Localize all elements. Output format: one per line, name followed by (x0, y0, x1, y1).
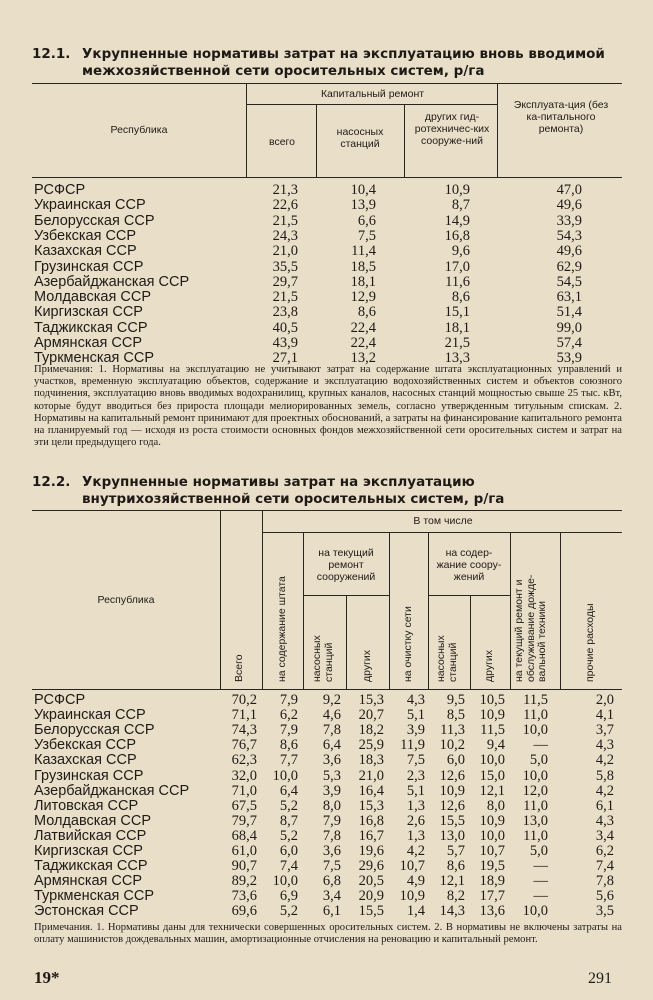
republic-name: Азербайджанская ССР (34, 782, 190, 799)
table2-vline (389, 533, 390, 689)
table-row (0, 321, 653, 336)
table-cell: 16,8 (358, 812, 384, 829)
table-cell: 25,9 (358, 737, 384, 754)
republic-name: Эстонская ССР (34, 903, 139, 920)
table-cell: 9,5 (446, 692, 465, 708)
table2-header-republic: Республика (97, 594, 155, 606)
table-row (0, 275, 653, 290)
table-cell: 18,3 (358, 752, 384, 769)
table1-vline (497, 84, 498, 177)
table-cell: — (533, 737, 548, 754)
table-cell: 71,1 (231, 707, 257, 724)
table-cell: 8,6 (357, 304, 376, 321)
table-cell: 13,0 (439, 827, 465, 844)
table-cell: 11,6 (445, 273, 470, 290)
table-cell: 62,3 (231, 752, 257, 769)
table1-vline (246, 84, 247, 177)
table2-subheader-rule (262, 532, 622, 533)
table-cell: 11,4 (351, 243, 376, 260)
table-cell: 62,9 (556, 258, 582, 275)
table-cell: 6,1 (595, 797, 614, 814)
table-cell: 15,5 (439, 812, 465, 829)
table-cell: 89,2 (231, 873, 257, 890)
table-cell: 68,4 (231, 827, 257, 844)
table-cell: 8,5 (446, 707, 465, 724)
table-cell: 19,5 (479, 858, 505, 875)
table-cell: 7,4 (595, 858, 614, 875)
table-cell: 16,4 (358, 782, 384, 799)
table-cell: 10,0 (479, 752, 505, 769)
table-cell: 3,9 (322, 782, 341, 799)
table-cell: 12,6 (439, 767, 465, 784)
table-cell: 20,9 (358, 888, 384, 905)
table2-header-misc: прочие расходы (584, 603, 596, 682)
table-cell: — (533, 873, 548, 890)
table-row (0, 889, 653, 904)
republic-name: Таджикская ССР (34, 319, 148, 336)
table-row (0, 738, 653, 753)
table-cell: 20,5 (358, 873, 384, 890)
table-row (0, 844, 653, 859)
table2-header-including: В том числе (413, 515, 473, 527)
table2-vline (303, 533, 304, 689)
table-cell: 10,0 (522, 903, 548, 920)
table-cell: 11,9 (400, 737, 425, 754)
table-cell: 12,0 (522, 782, 548, 799)
table-cell: 5,2 (279, 827, 298, 844)
table-cell: 7,7 (279, 752, 298, 769)
table-cell: 19,6 (358, 843, 384, 859)
table1-vline (404, 105, 405, 177)
table-cell: 5,6 (595, 888, 614, 905)
table-cell: 11,5 (480, 722, 505, 739)
table-cell: 18,9 (479, 873, 505, 890)
table-cell: 3,4 (595, 827, 614, 844)
table2-subheader-rule (428, 595, 510, 596)
table2-header-maintenance: на содер-жание соору-жений (436, 547, 502, 583)
republic-name: РСФСР (34, 692, 86, 708)
table-cell: 1,3 (406, 827, 425, 844)
table-cell: 16,7 (358, 827, 384, 844)
table-cell: 21,0 (272, 243, 298, 260)
table-row (0, 214, 653, 229)
table1-header-capital-repair: Капитальный ремонт (320, 88, 425, 100)
republic-name: Грузинская ССР (34, 767, 144, 784)
table-cell: 54,3 (556, 227, 582, 244)
table-cell: 32,0 (231, 767, 257, 784)
table-cell: 10,0 (479, 827, 505, 844)
section1-number: 12.1. (32, 46, 71, 62)
table-cell: 6,4 (322, 737, 341, 754)
table1-vline (316, 105, 317, 177)
table-cell: 71,0 (231, 782, 257, 799)
republic-name: Туркменская ССР (34, 350, 155, 367)
table-cell: 7,4 (279, 858, 298, 875)
table-cell: 8,7 (279, 812, 298, 829)
table-cell: 14,9 (444, 212, 470, 229)
table2-header-cleaning: на очистку сети (402, 606, 414, 682)
republic-name: Латвийская ССР (34, 827, 147, 844)
table-cell: 27,1 (272, 350, 298, 367)
table-cell: 6,8 (322, 873, 341, 890)
table-cell: 21,5 (272, 289, 298, 306)
table-cell: 12,6 (439, 797, 465, 814)
table-cell: 7,8 (322, 827, 341, 844)
section1-title-line2: межхозяйственной сети оросительных систем, р/га (82, 63, 485, 79)
table2-header-rule (32, 689, 622, 690)
table-row (0, 305, 653, 320)
republic-name: Молдавская ССР (34, 289, 151, 306)
table-cell: 10,2 (439, 737, 465, 754)
table-cell: 5,2 (279, 797, 298, 814)
signature-mark: 19* (34, 968, 60, 987)
section2-title-line2: внутрихозяйственной сети оросительных систем, р/га (82, 491, 505, 507)
section2-number: 12.2. (32, 474, 71, 490)
table-cell: 9,6 (451, 243, 470, 260)
table-cell: 3,9 (406, 722, 425, 739)
table-cell: 10,9 (479, 707, 505, 724)
table1-header-operation: Эксплуата-ция (без ка-питального ремонта) (513, 99, 609, 135)
table-cell: 11,0 (523, 827, 548, 844)
table-row (0, 693, 653, 708)
table-cell: 47,0 (556, 182, 582, 198)
table-cell: 10,0 (272, 767, 298, 784)
table-row (0, 198, 653, 213)
table-cell: 40,5 (272, 319, 298, 336)
table2-header-other-b: других (483, 649, 495, 682)
republic-name: Белорусская ССР (34, 212, 155, 229)
section1-note: Примечания: 1. Нормативы на эксплуатацию не учитывают затрат на содержание штата эксплуатационных управлений и участков, временную эксплуатацию объектов, содержание и эксплуатацию водохозяйственных систем и объектов союзного подчинения, эксплуатацию вновь вводимых водохранилищ, крупных каналов, насосных станций мощностью свыше 25 тыс. кВт, которые будут вводиться без прироста площади мелиорированных земель, согласно утвержденным титульным спискам. 2. Нормативы на капитальный ремонт принимают для проектных обоснований, а затраты на финансирование капитального ремонта на планируемый год — исходя из роста стоимости основных фондов межхозяйственной сети оросительных систем и затрат на эти цели предыдущего года. (34, 364, 622, 449)
table2-vline (560, 533, 561, 689)
table-cell: 57,4 (556, 335, 582, 351)
table-cell: 4,3 (595, 737, 614, 754)
table-cell: 6,1 (322, 903, 341, 920)
table-cell: 15,3 (358, 692, 384, 708)
table-cell: 54,5 (556, 273, 582, 290)
table-cell: 15,1 (444, 304, 470, 321)
table-cell: 13,2 (350, 350, 376, 367)
table-cell: 9,2 (322, 692, 341, 708)
table2-header-current-repair: на текущий ремонт сооружений (316, 547, 376, 583)
table2-header-pumping-a: насосных станций (311, 635, 335, 682)
table-row (0, 874, 653, 889)
republic-name: Казахская ССР (34, 752, 137, 769)
table-row (0, 904, 653, 919)
table2-vline (470, 596, 471, 689)
republic-name: Грузинская ССР (34, 258, 144, 275)
table-cell: 61,0 (231, 843, 257, 859)
republic-name: Казахская ССР (34, 243, 137, 260)
table-cell: 2,6 (406, 812, 425, 829)
table-cell: 67,5 (231, 797, 257, 814)
table-cell: 49,6 (556, 197, 582, 214)
table2-header-machinery: на текущий ремонт и обслуживание дожде-вальной техники (513, 574, 548, 682)
table-cell: 7,9 (322, 812, 341, 829)
table-cell: 12,9 (350, 289, 376, 306)
table-cell: 10,0 (272, 873, 298, 890)
table-cell: 70,2 (231, 692, 257, 708)
table-cell: 16,8 (444, 227, 470, 244)
section2-title (32, 474, 622, 508)
table2-header-staff: на содержание штата (276, 576, 288, 682)
table2-vline (428, 533, 429, 689)
table-cell: 49,6 (556, 243, 582, 260)
table-cell: 21,5 (444, 335, 470, 351)
table-cell: 20,7 (358, 707, 384, 724)
table2-header-pumping-b: насосных станций (435, 635, 459, 682)
table-cell: 79,7 (231, 812, 257, 829)
table-cell: 5,7 (446, 843, 465, 859)
section1-title-line1: Укрупненные нормативы затрат на эксплуатацию вновь вводимой (82, 46, 605, 62)
table-cell: 6,0 (279, 843, 298, 859)
table1-header-other-hydro: других гид-ротехничес-ких сооруже-ний (414, 111, 490, 147)
table-cell: 7,8 (322, 722, 341, 739)
table-cell: 3,7 (595, 722, 614, 739)
table-cell: 4,2 (406, 843, 425, 859)
table-cell: 13,3 (444, 350, 470, 367)
table-cell: 3,6 (322, 843, 341, 859)
table-cell: 29,7 (272, 273, 298, 290)
table2-header-total: Всего (233, 654, 245, 682)
table-cell: 10,7 (479, 843, 505, 859)
table-cell: 1,4 (406, 903, 425, 920)
table-cell: 13,9 (350, 197, 376, 214)
table1-top-rule (32, 83, 622, 84)
table-cell: 13,6 (479, 903, 505, 920)
table-cell: 8,0 (322, 797, 341, 814)
table-cell: 13,0 (522, 812, 548, 829)
table-cell: 10,0 (522, 722, 548, 739)
table-cell: 10,7 (399, 858, 425, 875)
table-cell: 7,9 (279, 692, 298, 708)
table-cell: 4,2 (595, 782, 614, 799)
table-cell: 5,0 (529, 752, 548, 769)
table-cell: 6,2 (595, 843, 614, 859)
section2-note: Примечания. 1. Нормативы даны для технически совершенных оросительных систем. 2. В нормативы не включены затраты на оплату машинистов дождевальных машин, амортизационные отчисления на реновацию и капитальный ремонт. (34, 922, 622, 946)
table-cell: — (533, 888, 548, 905)
table-cell: 10,9 (399, 888, 425, 905)
table-cell: 2,3 (406, 767, 425, 784)
table-cell: 10,5 (479, 692, 505, 708)
table-cell: 10,0 (522, 767, 548, 784)
page-number: 291 (588, 970, 612, 987)
table-row (0, 336, 653, 351)
table-row (0, 769, 653, 784)
table-cell: 4,9 (406, 873, 425, 890)
table-cell: 76,7 (231, 737, 257, 754)
table-cell: 5,1 (406, 782, 425, 799)
table2-vline (262, 511, 263, 689)
table-cell: 18,2 (358, 722, 384, 739)
table-cell: 8,6 (279, 737, 298, 754)
table-cell: 51,4 (556, 304, 582, 321)
table-cell: 10,9 (479, 812, 505, 829)
table-cell: 29,6 (358, 858, 384, 875)
table-cell: 4,3 (406, 692, 425, 708)
table-row (0, 859, 653, 874)
table-cell: 90,7 (231, 858, 257, 875)
table-cell: 4,2 (595, 752, 614, 769)
table1-header-total: всего (269, 136, 295, 148)
table-cell: 22,4 (350, 335, 376, 351)
table-cell: 73,6 (231, 888, 257, 905)
table1-header-republic: Республика (110, 124, 168, 136)
table-cell: 5,1 (406, 707, 425, 724)
table-cell: 11,3 (440, 722, 465, 739)
table-cell: 18,1 (350, 273, 376, 290)
table-row (0, 708, 653, 723)
table-cell: 8,0 (486, 797, 505, 814)
section2-title-line1: Укрупненные нормативы затрат на эксплуатацию (82, 474, 475, 490)
table-cell: 15,0 (479, 767, 505, 784)
table-row (0, 753, 653, 768)
table-cell: 12,1 (479, 782, 505, 799)
republic-name: Армянская ССР (34, 873, 143, 890)
republic-name: Киргизская ССР (34, 304, 143, 321)
republic-name: Литовская ССР (34, 797, 139, 814)
republic-name: Узбекская ССР (34, 737, 137, 754)
table-cell: 21,0 (358, 767, 384, 784)
table-cell: 74,3 (231, 722, 257, 739)
table-cell: 99,0 (556, 319, 582, 336)
table-cell: 5,0 (529, 843, 548, 859)
table2-top-rule (32, 510, 622, 511)
table-cell: 4,3 (595, 812, 614, 829)
table-cell: 6,2 (279, 707, 298, 724)
table-cell: 7,5 (406, 752, 425, 769)
table-cell: 11,5 (523, 692, 548, 708)
table-cell: — (533, 858, 548, 875)
republic-name: РСФСР (34, 182, 86, 198)
table-cell: 18,1 (444, 319, 470, 336)
table2-vline (346, 596, 347, 689)
table-cell: 10,4 (350, 182, 376, 198)
table-cell: 18,5 (350, 258, 376, 275)
table-cell: 23,8 (272, 304, 298, 321)
table-cell: 33,9 (556, 212, 582, 229)
table-cell: 3,5 (595, 903, 614, 920)
table-cell: 8,7 (451, 197, 470, 214)
table-cell: 11,0 (523, 707, 548, 724)
table-cell: 21,3 (272, 182, 298, 198)
table-cell: 7,5 (357, 227, 376, 244)
table-cell: 35,5 (272, 258, 298, 275)
table-cell: 6,4 (279, 782, 298, 799)
table-row (0, 260, 653, 275)
table-cell: 11,0 (523, 797, 548, 814)
republic-name: Молдавская ССР (34, 812, 151, 829)
table-cell: 6,0 (446, 752, 465, 769)
table-cell: 8,6 (446, 858, 465, 875)
table-cell: 4,6 (322, 707, 341, 724)
table-cell: 4,1 (595, 707, 614, 724)
table-cell: 22,6 (272, 197, 298, 214)
table-cell: 7,5 (322, 858, 341, 875)
republic-name: Азербайджанская ССР (34, 273, 190, 290)
table-cell: 12,1 (439, 873, 465, 890)
table1-subheader-rule (246, 104, 497, 105)
table-cell: 10,9 (444, 182, 470, 198)
table-cell: 53,9 (556, 350, 582, 367)
table2-vline (510, 533, 511, 689)
republic-name: Белорусская ССР (34, 722, 155, 739)
republic-name: Узбекская ССР (34, 227, 137, 244)
table-cell: 17,0 (444, 258, 470, 275)
republic-name: Украинская ССР (34, 707, 146, 724)
table-cell: 3,4 (322, 888, 341, 905)
table1-header-rule (32, 177, 622, 178)
table-cell: 15,5 (358, 903, 384, 920)
table-cell: 69,6 (231, 903, 257, 920)
table-cell: 15,3 (358, 797, 384, 814)
table2-header-other-a: других (361, 649, 373, 682)
table-cell: 2,0 (595, 692, 614, 708)
table1-header-pumping: насосных станций (336, 126, 384, 150)
table-cell: 10,9 (439, 782, 465, 799)
table-row (0, 799, 653, 814)
table-row (0, 290, 653, 305)
table-cell: 7,9 (279, 722, 298, 739)
republic-name: Киргизская ССР (34, 843, 143, 859)
table-cell: 24,3 (272, 227, 298, 244)
table-cell: 6,6 (357, 212, 376, 229)
table-row (0, 814, 653, 829)
table-cell: 9,4 (486, 737, 505, 754)
section1-title (32, 46, 622, 80)
table-row (0, 244, 653, 259)
republic-name: Украинская ССР (34, 197, 146, 214)
table-cell: 6,9 (279, 888, 298, 905)
table-cell: 5,8 (595, 767, 614, 784)
table-cell: 5,3 (322, 767, 341, 784)
table-cell: 7,8 (595, 873, 614, 890)
table-row (0, 829, 653, 844)
table-cell: 8,2 (446, 888, 465, 905)
table-row (0, 183, 653, 198)
table-cell: 63,1 (556, 289, 582, 306)
table-cell: 1,3 (406, 797, 425, 814)
table-cell: 17,7 (479, 888, 505, 905)
table-cell: 22,4 (350, 319, 376, 336)
table-row (0, 784, 653, 799)
table-cell: 3,6 (322, 752, 341, 769)
table-row (0, 723, 653, 738)
republic-name: Туркменская ССР (34, 888, 155, 905)
table-cell: 43,9 (272, 335, 298, 351)
table2-vline (220, 511, 221, 689)
table-row (0, 229, 653, 244)
republic-name: Армянская ССР (34, 335, 143, 351)
table-cell: 8,6 (451, 289, 470, 306)
table-cell: 14,3 (439, 903, 465, 920)
table-cell: 5,2 (279, 903, 298, 920)
table-cell: 21,5 (272, 212, 298, 229)
republic-name: Таджикская ССР (34, 858, 148, 875)
